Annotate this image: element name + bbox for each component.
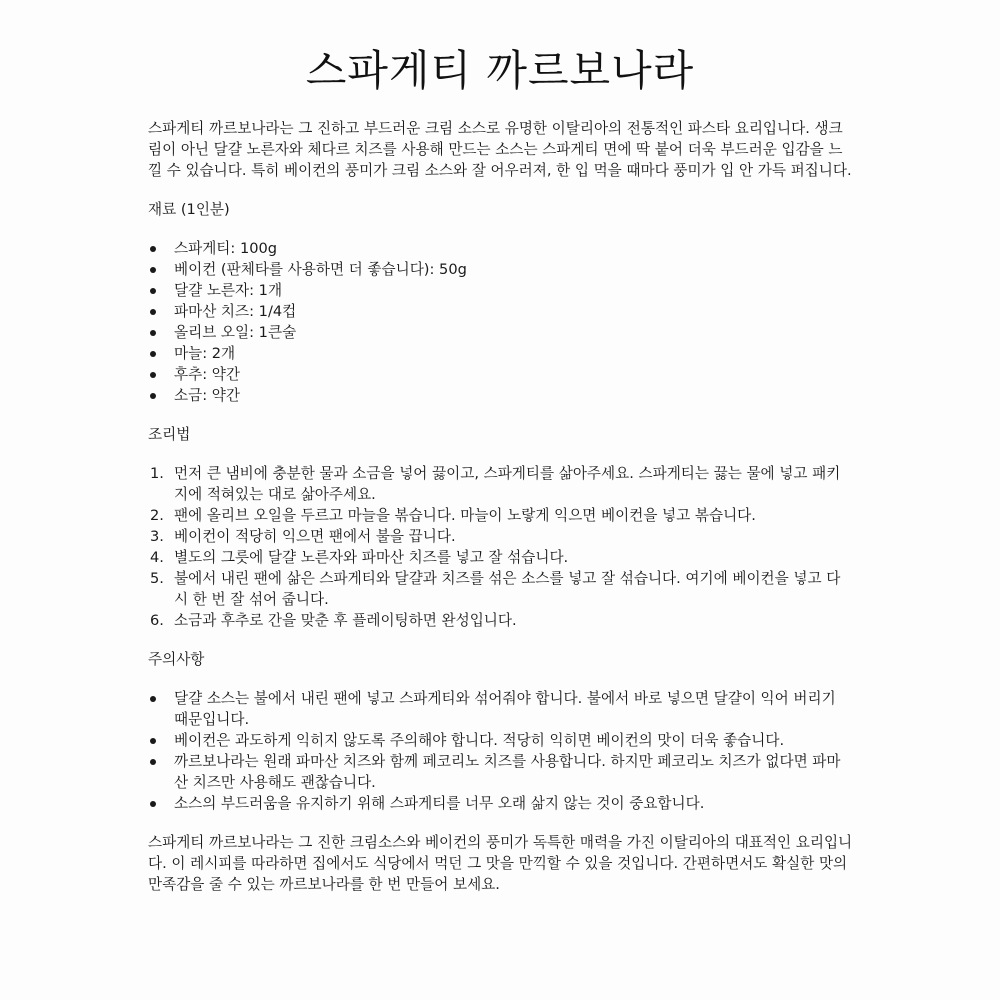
method-step (148, 505, 853, 526)
ingredient-item: 베이컨 (판체타를 사용하면 더 좋습니다): 50g (148, 259, 853, 280)
intro-paragraph: 스파게티 까르보나라는 그 진하고 부드러운 크림 소스로 유명한 이탈리아의 전통적인 파스타 요리입니다. 생크림이 아닌 달걀 노른자와 체다르 치즈를 사용해 만드는 소스는 스파게티 면에 딱 붙어 더욱 부드러운 입감을 느낄 수 있습니다. 특히 베이컨의 풍미가 크림 소스와 잘 어우러져, 한 입 먹을 때마다 풍미가 입 안 가득 퍼집니다. (148, 120, 852, 179)
ingredients-list (148, 238, 853, 406)
notes-list (148, 688, 853, 814)
step-text: 별도의 그릇에 달걀 노른자와 파마산 치즈를 넣고 잘 섞습니다. (174, 549, 569, 566)
note-item: 달걀 소스는 불에서 내린 팬에 넣고 스파게티와 섞어줘야 합니다. 불에서 바로 넣으면 달걀이 익어 버리기 때문입니다. (148, 688, 853, 730)
ingredient-item: 스파게티: 100g (148, 238, 853, 259)
ingredient-item: 마늘: 2개 (148, 343, 853, 364)
step-number: 4. (150, 549, 164, 566)
note-item: 베이컨은 과도하게 익히지 않도록 주의해야 합니다. 적당히 익히면 베이컨의 맛이 더욱 좋습니다. (148, 730, 853, 751)
step-text: 먼저 큰 냄비에 충분한 물과 소금을 넣어 끓이고, 스파게티를 삶아주세요. 스파게티는 끓는 물에 넣고 패키지에 적혀있는 대로 삶아주세요. (174, 465, 841, 503)
notes-heading: 주의사항 (148, 651, 205, 668)
method-step (148, 568, 853, 610)
step-number: 3. (150, 528, 164, 545)
recipe-content (148, 118, 853, 895)
ingredient-item: 올리브 오일: 1큰술 (148, 322, 853, 343)
method-step (148, 547, 853, 568)
step-number: 2. (150, 507, 164, 524)
step-number: 6. (150, 612, 164, 629)
ingredient-item: 소금: 약간 (148, 385, 853, 406)
ingredient-item: 파마산 치즈: 1/4컵 (148, 301, 853, 322)
method-step (148, 610, 853, 631)
ingredient-item: 달걀 노른자: 1개 (148, 280, 853, 301)
step-text: 베이컨이 적당히 익으면 팬에서 불을 끕니다. (174, 528, 456, 545)
note-item: 까르보나라는 원래 파마산 치즈와 함께 페코리노 치즈를 사용합니다. 하지만 페코리노 치즈가 없다면 파마산 치즈만 사용해도 괜찮습니다. (148, 751, 853, 793)
note-item: 소스의 부드러움을 유지하기 위해 스파게티를 너무 오래 삶지 않는 것이 중요합니다. (148, 793, 853, 814)
method-steps-list (148, 463, 853, 631)
ingredient-item: 후추: 약간 (148, 364, 853, 385)
method-step (148, 526, 853, 547)
step-text: 불에서 내린 팬에 삶은 스파게티와 달걀과 치즈를 섞은 소스를 넣고 잘 섞습니다. 여기에 베이컨을 넣고 다시 한 번 잘 섞어 줍니다. (174, 570, 841, 608)
page-title: 스파게티 까르보나라 (305, 46, 695, 95)
method-step (148, 463, 853, 505)
method-heading: 조리법 (148, 426, 191, 443)
step-number: 5. (150, 570, 164, 587)
ingredients-heading: 재료 (1인분) (148, 201, 230, 218)
step-text: 팬에 올리브 오일을 두르고 마늘을 볶습니다. 마늘이 노랗게 익으면 베이컨을 넣고 볶습니다. (174, 507, 756, 524)
outro-paragraph: 스파게티 까르보나라는 그 진한 크림소스와 베이컨의 풍미가 독특한 매력을 가진 이탈리아의 대표적인 요리입니다. 이 레시피를 따라하면 집에서도 식당에서 먹던 그 맛을 만끽할 수 있을 것입니다. 간편하면서도 확실한 맛의 만족감을 줄 수 있는 까르보나라를 한 번 만들어 보세요. (148, 834, 853, 893)
step-text: 소금과 후추로 간을 맞춘 후 플레이팅하면 완성입니다. (174, 612, 517, 629)
step-number: 1. (150, 465, 164, 482)
